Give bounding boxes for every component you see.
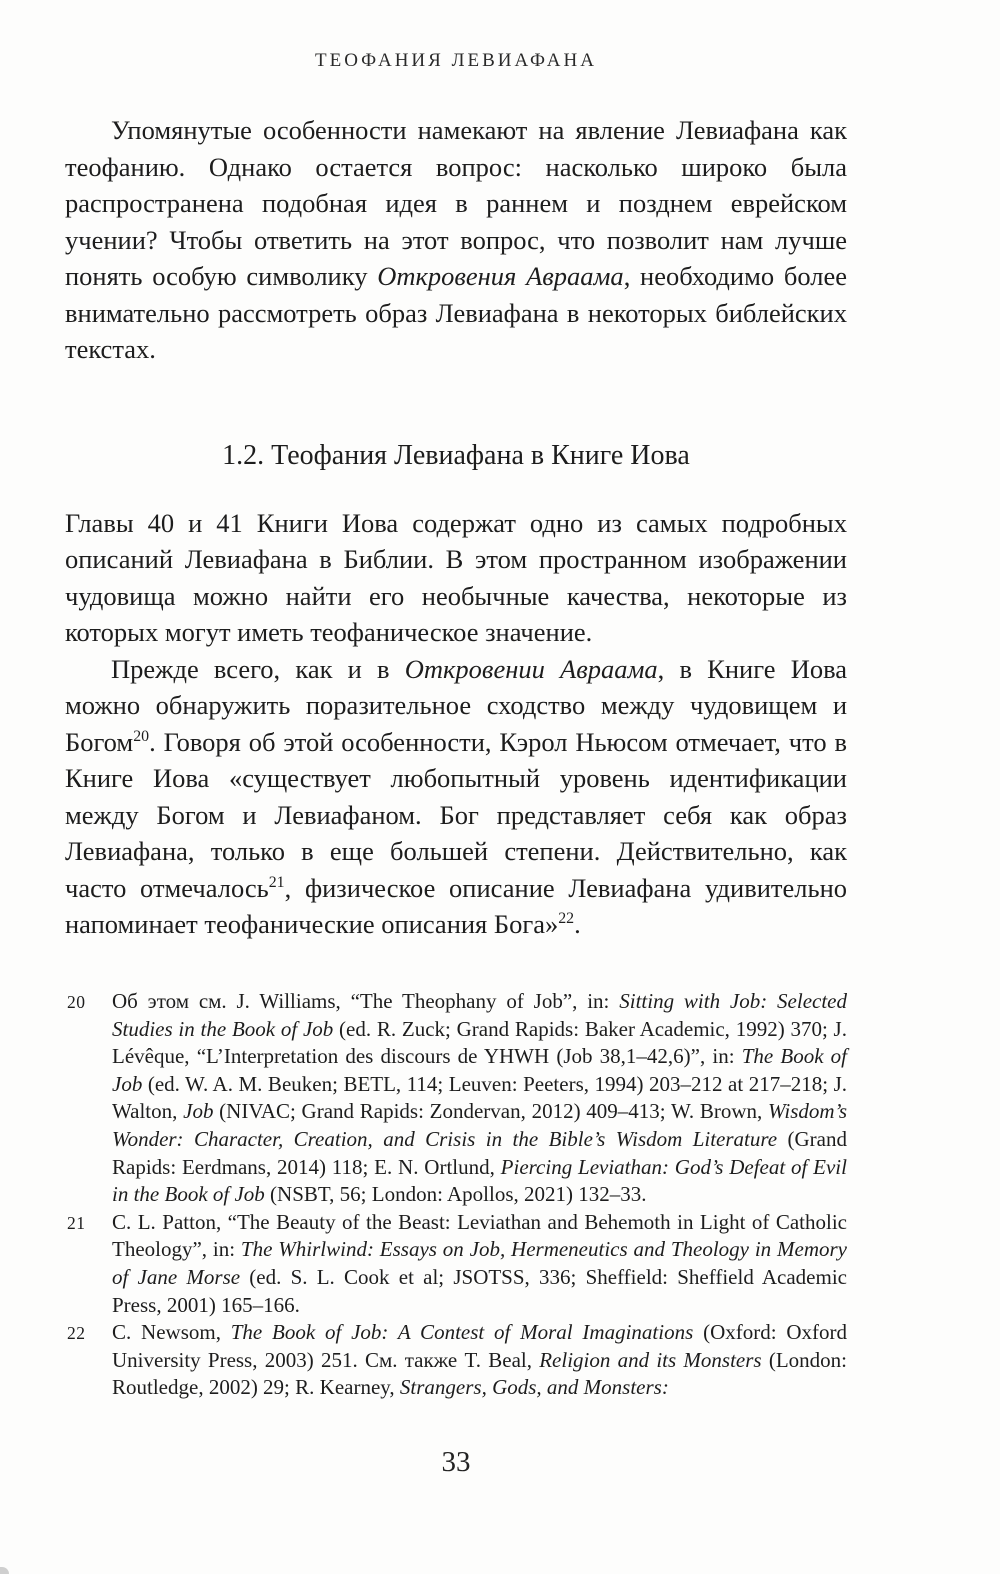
italic-text: The Book of Job	[112, 1044, 848, 1096]
footnote-number: 20	[67, 992, 86, 1012]
text-run: (Grand Rapids: Eerdmans, 2014) 118; E. N. Ortlund,	[112, 1126, 847, 1179]
footnote-marker: 20	[133, 727, 150, 745]
text-run: Упомянутые особенности намекают на явление Левиафана как теофанию. Однако остается вопрос: насколько широко была распространена подобная идея в раннем и позднем еврейском учении? Чтобы ответить на этот вопрос, что позволит нам лучше понять особую символику	[65, 115, 847, 291]
text-run: C. Newsom,	[112, 1320, 231, 1345]
text-run: . Говоря об этой особенности, Кэрол Ньюсом отмечает, что в Книге Иова «существует любопытный уровень идентификации между Богом и Левиафаном. Бог представляет себя как образ Левиафана, только в еще большей степени. Действительно, как часто отмечалось	[65, 726, 847, 903]
text-run: C. L. Patton, “The Beauty of the Beast: Leviathan and Behemoth in Light of Catholic Theology”, in:	[112, 1209, 847, 1262]
body-paragraph	[65, 651, 847, 943]
text-run: , необходимо более внимательно рассмотреть образ Левиафана в некоторых библейских текстах.	[65, 261, 847, 364]
footnote	[65, 1319, 847, 1402]
text-run: (NSBT, 56; London: Apollos, 2021) 132–33.	[264, 1182, 647, 1207]
footnote-number: 22	[67, 1323, 86, 1344]
text-run: (London: Routledge, 2002) 29; R. Kearney,	[112, 1347, 848, 1400]
text-run: Прежде всего, как и в	[111, 653, 405, 684]
italic-text: Job	[183, 1099, 214, 1124]
italic-text: Откровения Авраама	[377, 261, 624, 291]
text-run: .	[574, 909, 581, 939]
italic-text: The Book of Job: A Contest of Moral Imaginations	[230, 1320, 694, 1345]
italic-text: The Whirlwind: Essays on Job, Hermeneutics and Theology in Memory of Jane Morse	[112, 1237, 847, 1289]
text-run: Об этом см. J. Williams, “The Theophany of Job”, in:	[112, 989, 620, 1013]
italic-text: Откровении Авраама	[404, 653, 658, 684]
text-run: (ed. S. L. Cook et al; JSOTSS, 336; Sheffield: Sheffield Academic Press, 2001) 165–166.	[112, 1264, 847, 1317]
italic-text: Religion and its Monsters	[539, 1347, 762, 1372]
italic-text: Strangers, Gods, and Monsters:	[399, 1375, 669, 1400]
italic-text: Piercing Leviathan: God’s Defeat of Evil in the Book of Job	[112, 1154, 847, 1207]
footnote	[65, 1209, 847, 1319]
body-paragraph	[65, 112, 847, 368]
footnotes	[65, 988, 847, 1402]
text-run: (ed. R. Zuck; Grand Rapids: Baker Academic, 1992) 370; J. Lévêque, “L’Interpretation des discours de YHWH (Job 38,1–42,6)”, in:	[112, 1016, 847, 1069]
page-body	[65, 112, 847, 943]
italic-text: Sitting with Job: Selected Studies in the Book of Job	[112, 989, 848, 1041]
text-run: (NIVAC; Grand Rapids: Zondervan, 2012) 409–413; W. Brown,	[213, 1099, 769, 1124]
page-number: 33	[441, 1446, 471, 1478]
text-run: (ed. W. A. M. Beuken; BETL, 114; Leuven: Peeters, 1994) 203–212 at 217–218; J. Walton,	[112, 1071, 847, 1124]
running-header: ТЕОФАНИЯ ЛЕВИАФАНА	[315, 50, 597, 71]
body-paragraph	[65, 505, 847, 651]
section-heading: 1.2. Теофания Левиафана в Книге Иова	[222, 439, 690, 471]
text-run: Главы 40 и 41 Книги Иова содержат одно из самых подробных описаний Левиафана в Библии. В этом пространном изображении чудовища можно найти его необычные качества, некоторые из которых могут иметь теофаническое значение.	[65, 507, 847, 647]
italic-text: Wisdom’s Wonder: Character, Creation, and Crisis in the Bible’s Wisdom Literature	[112, 1099, 847, 1151]
footnote-marker: 21	[268, 873, 285, 891]
footnote-number: 21	[67, 1212, 86, 1233]
footnote	[65, 988, 847, 1209]
text-run: , физическое описание Левиафана удивительно напоминает теофанические описания Бога»	[65, 872, 847, 939]
text-run: (Oxford: Oxford University Press, 2003) 251. См. также T. Beal,	[112, 1320, 847, 1372]
footnote-marker: 22	[558, 910, 575, 928]
scan-corner-artifact	[0, 1567, 9, 1574]
text-run: , в Книге Иова можно обнаружить поразительное сходство между чудовищем и Богом	[65, 653, 848, 757]
